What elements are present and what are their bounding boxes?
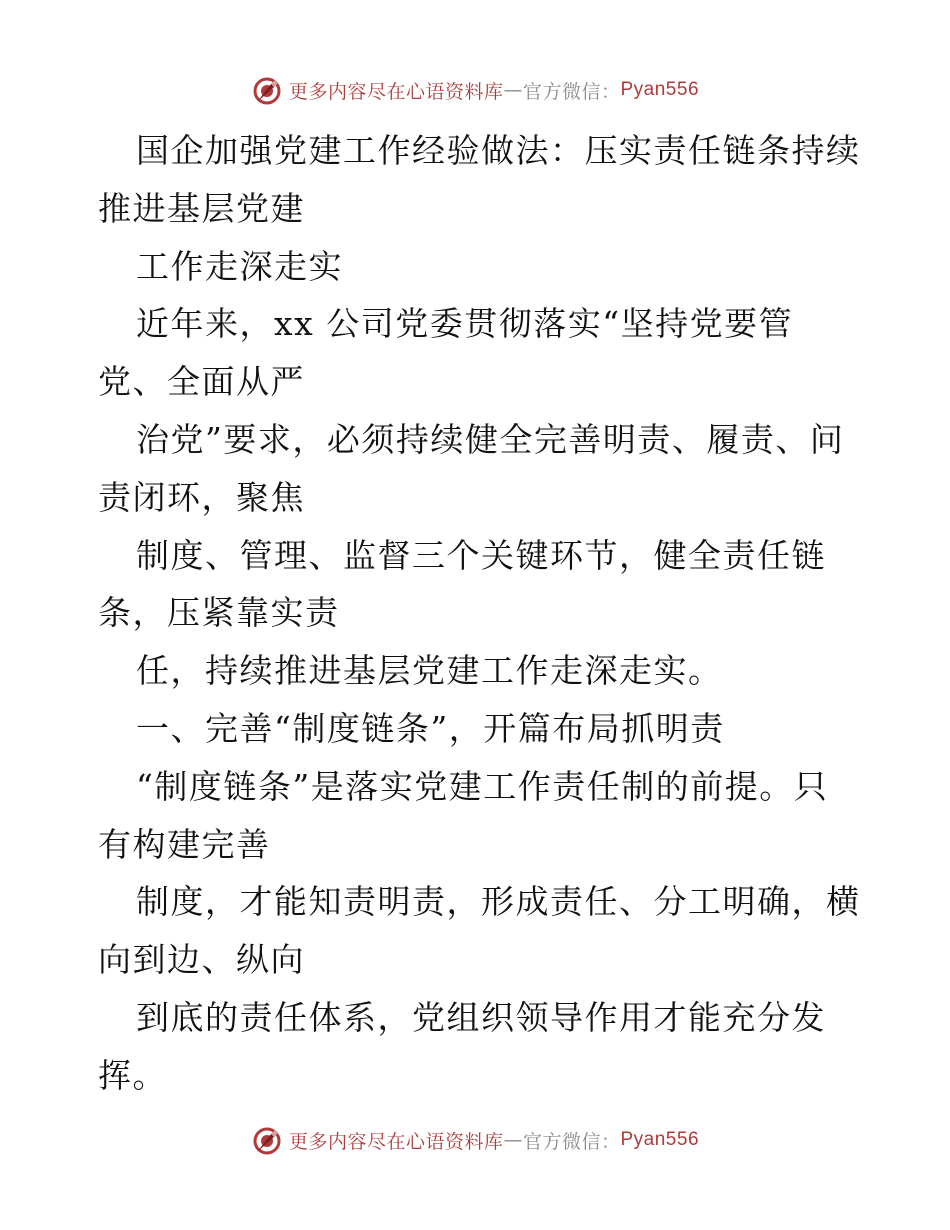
document-line: 责闭环，聚焦: [98, 477, 305, 517]
document-line: 治党”要求，必须持续健全完善明责、履责、问: [136, 419, 845, 459]
pen-circle-icon: [251, 1124, 283, 1156]
document-line: 挥。: [98, 1055, 167, 1095]
document-line: 向到边、纵向: [98, 940, 305, 980]
watermark-separator: —: [503, 1129, 523, 1151]
footer-watermark: [0, 1122, 950, 1158]
section-heading: 一、完善“制度链条”，开篇布局抓明责: [136, 708, 725, 748]
document-line: 有构建完善: [98, 824, 271, 864]
document-line: 制度、管理、监督三个关键环节，健全责任链: [136, 535, 826, 575]
document-line: 到底的责任体系，党组织领导作用才能充分发: [136, 997, 826, 1037]
document-line: 近年来，xx 公司党委贯彻落实“坚持党要管: [136, 304, 794, 344]
header-watermark: [0, 72, 950, 108]
watermark-site-text: 更多内容尽在心语资料库: [288, 80, 504, 103]
watermark-account-id: Pyan556: [620, 79, 700, 100]
document-body: [98, 122, 861, 1105]
document-line: 工作走深走实: [136, 246, 343, 286]
watermark-site-text: 更多内容尽在心语资料库: [288, 1130, 504, 1153]
watermark-account-label: 官方微信：: [522, 1130, 621, 1153]
watermark-account-label: 官方微信：: [522, 80, 621, 103]
document-line: 任，持续推进基层党建工作走深走实。: [136, 651, 723, 691]
document-title-line-2: 推进基层党建: [98, 188, 305, 228]
document-line: 条，压紧靠实责: [98, 593, 340, 633]
pen-circle-icon: [251, 74, 283, 106]
watermark-account-id: Pyan556: [620, 1129, 700, 1150]
document-line: 党、全面从严: [98, 362, 305, 402]
document-title-line-1: 国企加强党建工作经验做法：压实责任链条持续: [136, 131, 861, 170]
watermark-separator: —: [503, 79, 523, 101]
document-line: “制度链条”是落实党建工作责任制的前提。只: [136, 766, 829, 806]
document-line: 制度，才能知责明责，形成责任、分工明确，横: [136, 882, 861, 922]
